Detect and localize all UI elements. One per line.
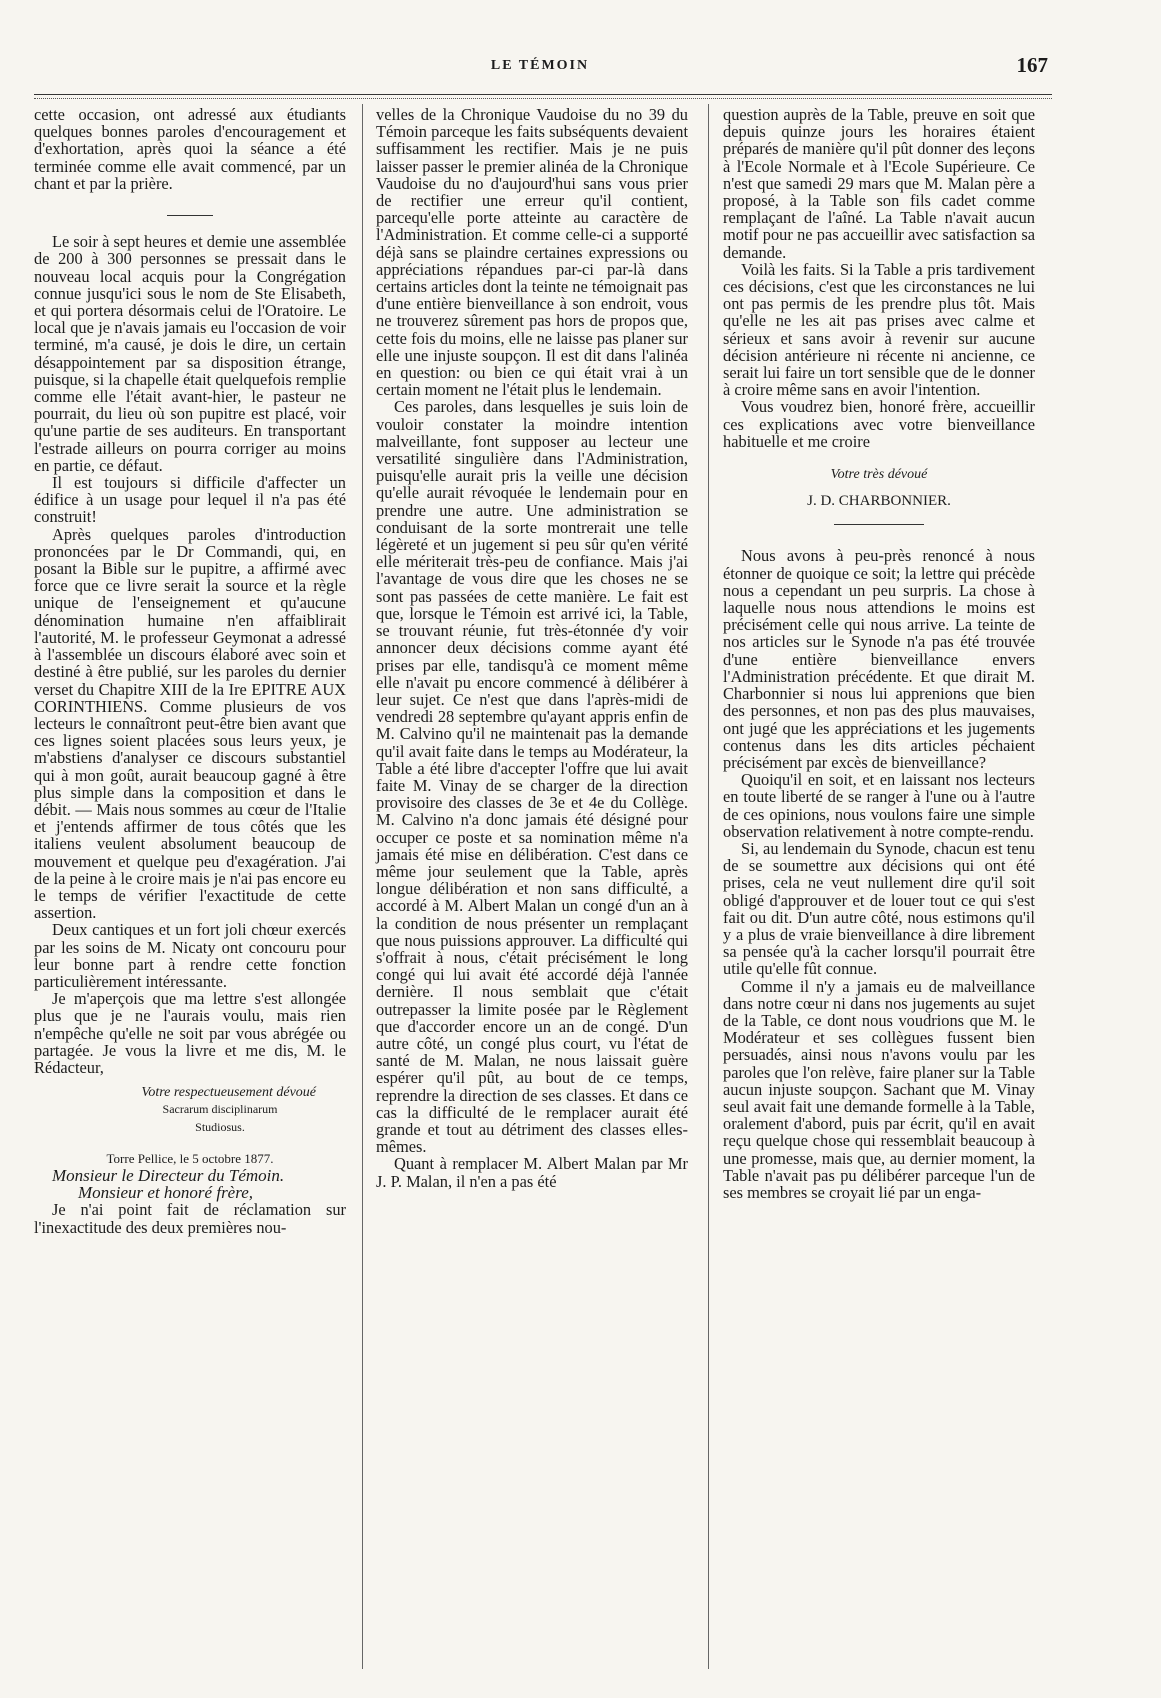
signature-line: Sacrarum disciplinarum — [162, 1102, 278, 1117]
paragraph: Quoiqu'il en soit, et en laissant nos lecteurs en toute liberté de se ranger à l'une ou à l'autre de ces opinions, nous voulons faire une simple observation relativement à notre compte-rendu. — [723, 770, 1035, 841]
column-divider — [362, 104, 363, 1669]
letter-dateline: Torre Pellice, le 5 octobre 1877. — [106, 1150, 274, 1166]
paragraph: Après quelques paroles d'introduction prononcées par le Dr Commandi, qui, en posant la Bible sur le pupitre, a affirmé avec force que ce livre serait la source et la règle unique de l'enseignement et qu'aucune dénomination humaine n'en affaiblirait l'autorité, M. le professeur Geymonat a adressé à l'assemblée un discours élaboré avec soin et destiné à être publié, sur les paroles du dernier verset du Chapitre XIII de la Ire EPITRE AUX CORINTHIENS. Comme plusieurs de vos lecteurs le connaîtront peut-être bien avant que ces lignes soient placées sous leurs yeux, je m'abstiens d'analyser ce discours substantiel qui à mon goût, aurait beaucoup gagné à être plus simple dans la composition et dans le débit. — Mais nous sommes au cœur de l'Italie et j'entends affirmer de tous côtés que les italiens veulent absolument beaucoup de mouvement et quelque peu d'exagération. J'ai de la peine à le croire mais je n'ai pas encore eu le temps de vérifier l'exactitude de cette assertion. — [34, 524, 346, 923]
journal-title: LE TÉMOIN — [490, 58, 590, 73]
signature-name: Studiosus. — [195, 1119, 245, 1134]
paragraph: velles de la Chronique Vaudoise du no 39 du Témoin parceque les faits subséquents devaient suffisamment les rectifier. Mais je ne puis laisser passer le premier alinéa de la Chronique Vaudoise du no d'aujourd'hui sans vous prier de rectifier une erreur qu'il contient, parcequ'elle porte atteinte au caractère de l'Administration. Et comme celle-ci a supporté déjà sans se plaindre certaines expressions ou appréciations répandues par-ci par-là dans certains articles dont la teinte ne témoignait pas d'une entière bienveillance à son endroit, vous ne trouverez sûrement pas hors de propos que, cette fois du moins, elle ne laisse pas planer sur elle une injuste soupçon. Il est dit dans l'alinéa en question: ou bien ce qui était vrai à un certain moment ne l'était plus le lendemain. — [376, 105, 688, 400]
signature-name: J. D. CHARBONNIER. — [807, 493, 951, 510]
paragraph: Deux cantiques et un fort joli chœur exercés par les soins de M. Nicaty ont concouru pour leur bonne part à rendre cette fonction particulièrement intéressante. — [34, 920, 346, 991]
paragraph: Voilà les faits. Si la Table a pris tardivement ces décisions, c'est que les circonstances ne lui ont pas permis de les prendre plus tôt. Mais qu'elle ne les ait pas prises avec calme et sérieux et sans avoir à revenir sur aucune décision antérieure ni récente ni ancienne, ce serait lui faire un tort sensible que de le donner à croire même sans en avoir l'intention. — [723, 259, 1035, 400]
paragraph: Comme il n'y a jamais eu de malveillance dans notre cœur ni dans nos jugements au sujet de la Table, ce dont nous voudrions que M. le Modérateur et ses collègues fussent bien persuadés, ainsi nous n'avons voulu par les paroles que l'on relève, faire planer sur la Table aucun injuste soupçon. Sachant que M. Vinay seul avait fait une demande formelle à la Table, oralement d'abord, puis par écrit, qu'il en avait reçu quelque chose qui ressemblait beaucoup à une promesse, mais que, au dernier moment, la Table n'avait pas pu délibérer parceque l'un de ses membres se croyait lié par un enga- — [723, 976, 1035, 1202]
masthead — [30, 50, 1050, 90]
paragraph: cette occasion, ont adressé aux étudiants quelques bonnes paroles d'encouragement et d'exhortation, après quoi la séance a été terminée comme elle avait commencé, par un chant et par la prière. — [34, 105, 346, 193]
header-rule — [34, 94, 1052, 99]
paragraph: Le soir à sept heures et demie une assemblée de 200 à 300 personnes se pressait dans le nouveau local acquis pour la Congrégation connue jusqu'ici sous le nom de Ste Elisabeth, et qui portera désormais celui de l'Oratoire. Le local que je n'avais jamais eu l'occasion de voir terminé, m'a causé, je dois le dire, un certain désappointement par sa disposition étrange, puisque, si la chapelle était quelquefois remplie comme elle l'était avant-hier, le pasteur ne pourrait, du lieu où son pupitre est placé, voir qu'une partie de ses auditeurs. En transportant l'estrade ailleurs on pourra corriger au moins en partie, ce défaut. — [34, 232, 347, 475]
paragraph: Il est toujours si difficile d'affecter un édifice à un usage pour lequel il n'a pas été construit! — [34, 473, 346, 527]
paragraph: Je n'ai point fait de réclamation sur l'inexactitude des deux premières nou- — [34, 1200, 346, 1237]
paragraph: Quant à remplacer M. Albert Malan par Mr J. P. Malan, il n'en a pas été — [376, 1154, 688, 1191]
section-separator — [34, 202, 346, 219]
signature-closing: Votre respectueusement dévoué — [141, 1085, 316, 1101]
column-divider — [708, 104, 709, 1669]
paragraph: Ces paroles, dans lesquelles je suis loin de vouloir constater la moindre intention malveillante, font supposer au lecteur une versatilité singulière dans l'Administration, puisqu'elle aurait pris la veille une décision qu'elle aurait révoquée le lendemain pour en prendre une autre. Une administration se conduisant de la sorte montrerait une telle légèreté et un jugement si peu sûr qu'en vérité elle mériterait très-peu de confiance. Mais j'ai l'avantage de vous dire que les choses ne se sont pas passées de cette manière. Le fait est que, lorsque le Témoin est arrivé ici, la Table, se trouvant réunie, fut très-étonnée d'y voir annoncer deux décisions comme ayant été prises par elle, tandisqu'à ce moment même elle n'avait pu encore commencé à délibérer à leur sujet. Ce n'est que dans l'après-midi de vendredi 28 septembre qu'ayant appris enfin de M. Calvino qu'il ne maintenait pas la demande qu'il avait faite dans le temps au Modérateur, la Table a été libre d'accepter l'offre que lui avait faite M. Vinay de se charger de la direction provisoire des classes de 3e et 4e du Collège. M. Calvino n'a donc jamais été désigné pour occuper ce poste et sa nomination même n'a jamais été mise en délibération. C'est dans ce même jour seulement que la Table, après longue délibération et non sans difficulté, a accordé à M. Albert Malan un congé d'un an à la condition de nous présenter un remplaçant que nous puissions approuver. La difficulté qui s'offrait à nous, c'était précisément le long congé qui lui avait été accordé déjà l'année dernière. Il nous semblait que c'était outrepasser la limite posée par le Règlement que d'accorder encore un an de congé. D'un autre côté, un congé plus court, vu l'état de santé de M. Malan, ne nous laissait guère espérer qu'il pût, au bout de ce temps, reprendre la direction de ses classes. Et dans ce cas la difficulté de le remplacer aurait été grande et tout au détriment des classes elles-mêmes. — [376, 397, 688, 1157]
paragraph: Je m'aperçois que ma lettre s'est allongée plus que je ne l'aurais voulu, mais rien n'empêche qu'elle ne soit par vous abrégée ou partagée. Je vous la livre et me dis, M. le Rédacteur, — [34, 989, 346, 1077]
section-separator — [834, 524, 924, 525]
letter-salutation-2: Monsieur et honoré frère, — [78, 1183, 254, 1203]
column-1 — [34, 106, 346, 1236]
page-number: 167 — [1016, 53, 1048, 77]
signature-closing: Votre très dévoué — [830, 467, 928, 483]
paragraph: question auprès de la Table, preuve en soit que depuis quinze jours les horaires étaient préparés de manière qu'il pût donner des leçons à l'Ecole Normale et à l'Ecole Supérieure. Ce n'est que samedi 29 mars que M. Malan père a proposé, à la Table son fils cadet comme remplaçant de l'aîné. La Table n'avait aucun motif pour ne pas accueillir avec satisfaction sa demande. — [723, 105, 1035, 262]
letter-salutation: Monsieur le Directeur du Témoin. — [52, 1165, 285, 1185]
paragraph: Nous avons à peu-près renoncé à nous étonner de quoique ce soit; la lettre qui précède nous a cependant un peu surpris. La chose à laquelle nous nous attendions le moins est précisément celle qui nous arrive. La teinte de nos articles sur le Synode n'a pas été trouvée d'une entière bienveillance envers l'Administration précédente. Et que dirait M. Charbonnier si nous lui apprenions que bien des personnes, et non pas des plus mauvaises, ont jugé que les appréciations et les jugements contenus dans les dits articles péchaient précisément par excès de bienveillance? — [723, 546, 1035, 772]
column-3 — [723, 106, 1035, 1201]
column-2 — [376, 106, 688, 1190]
paragraph: Vous voudrez bien, honoré frère, accueillir ces explications avec votre bienveillance habituelle et me croire — [723, 397, 1035, 451]
paragraph: Si, au lendemain du Synode, chacun est tenu de se soumettre aux décisions qui ont été prises, cela ne veut nullement dire qu'il soit obligé d'approuver et de louer tout ce qui s'est fait ou dit. D'un autre côté, nous estimons qu'il y a plus de vraie bienveillance à dire librement sa pensée qu'à la cacher lorsqu'il pourrait être utile qu'elle fût connue. — [723, 838, 1035, 979]
